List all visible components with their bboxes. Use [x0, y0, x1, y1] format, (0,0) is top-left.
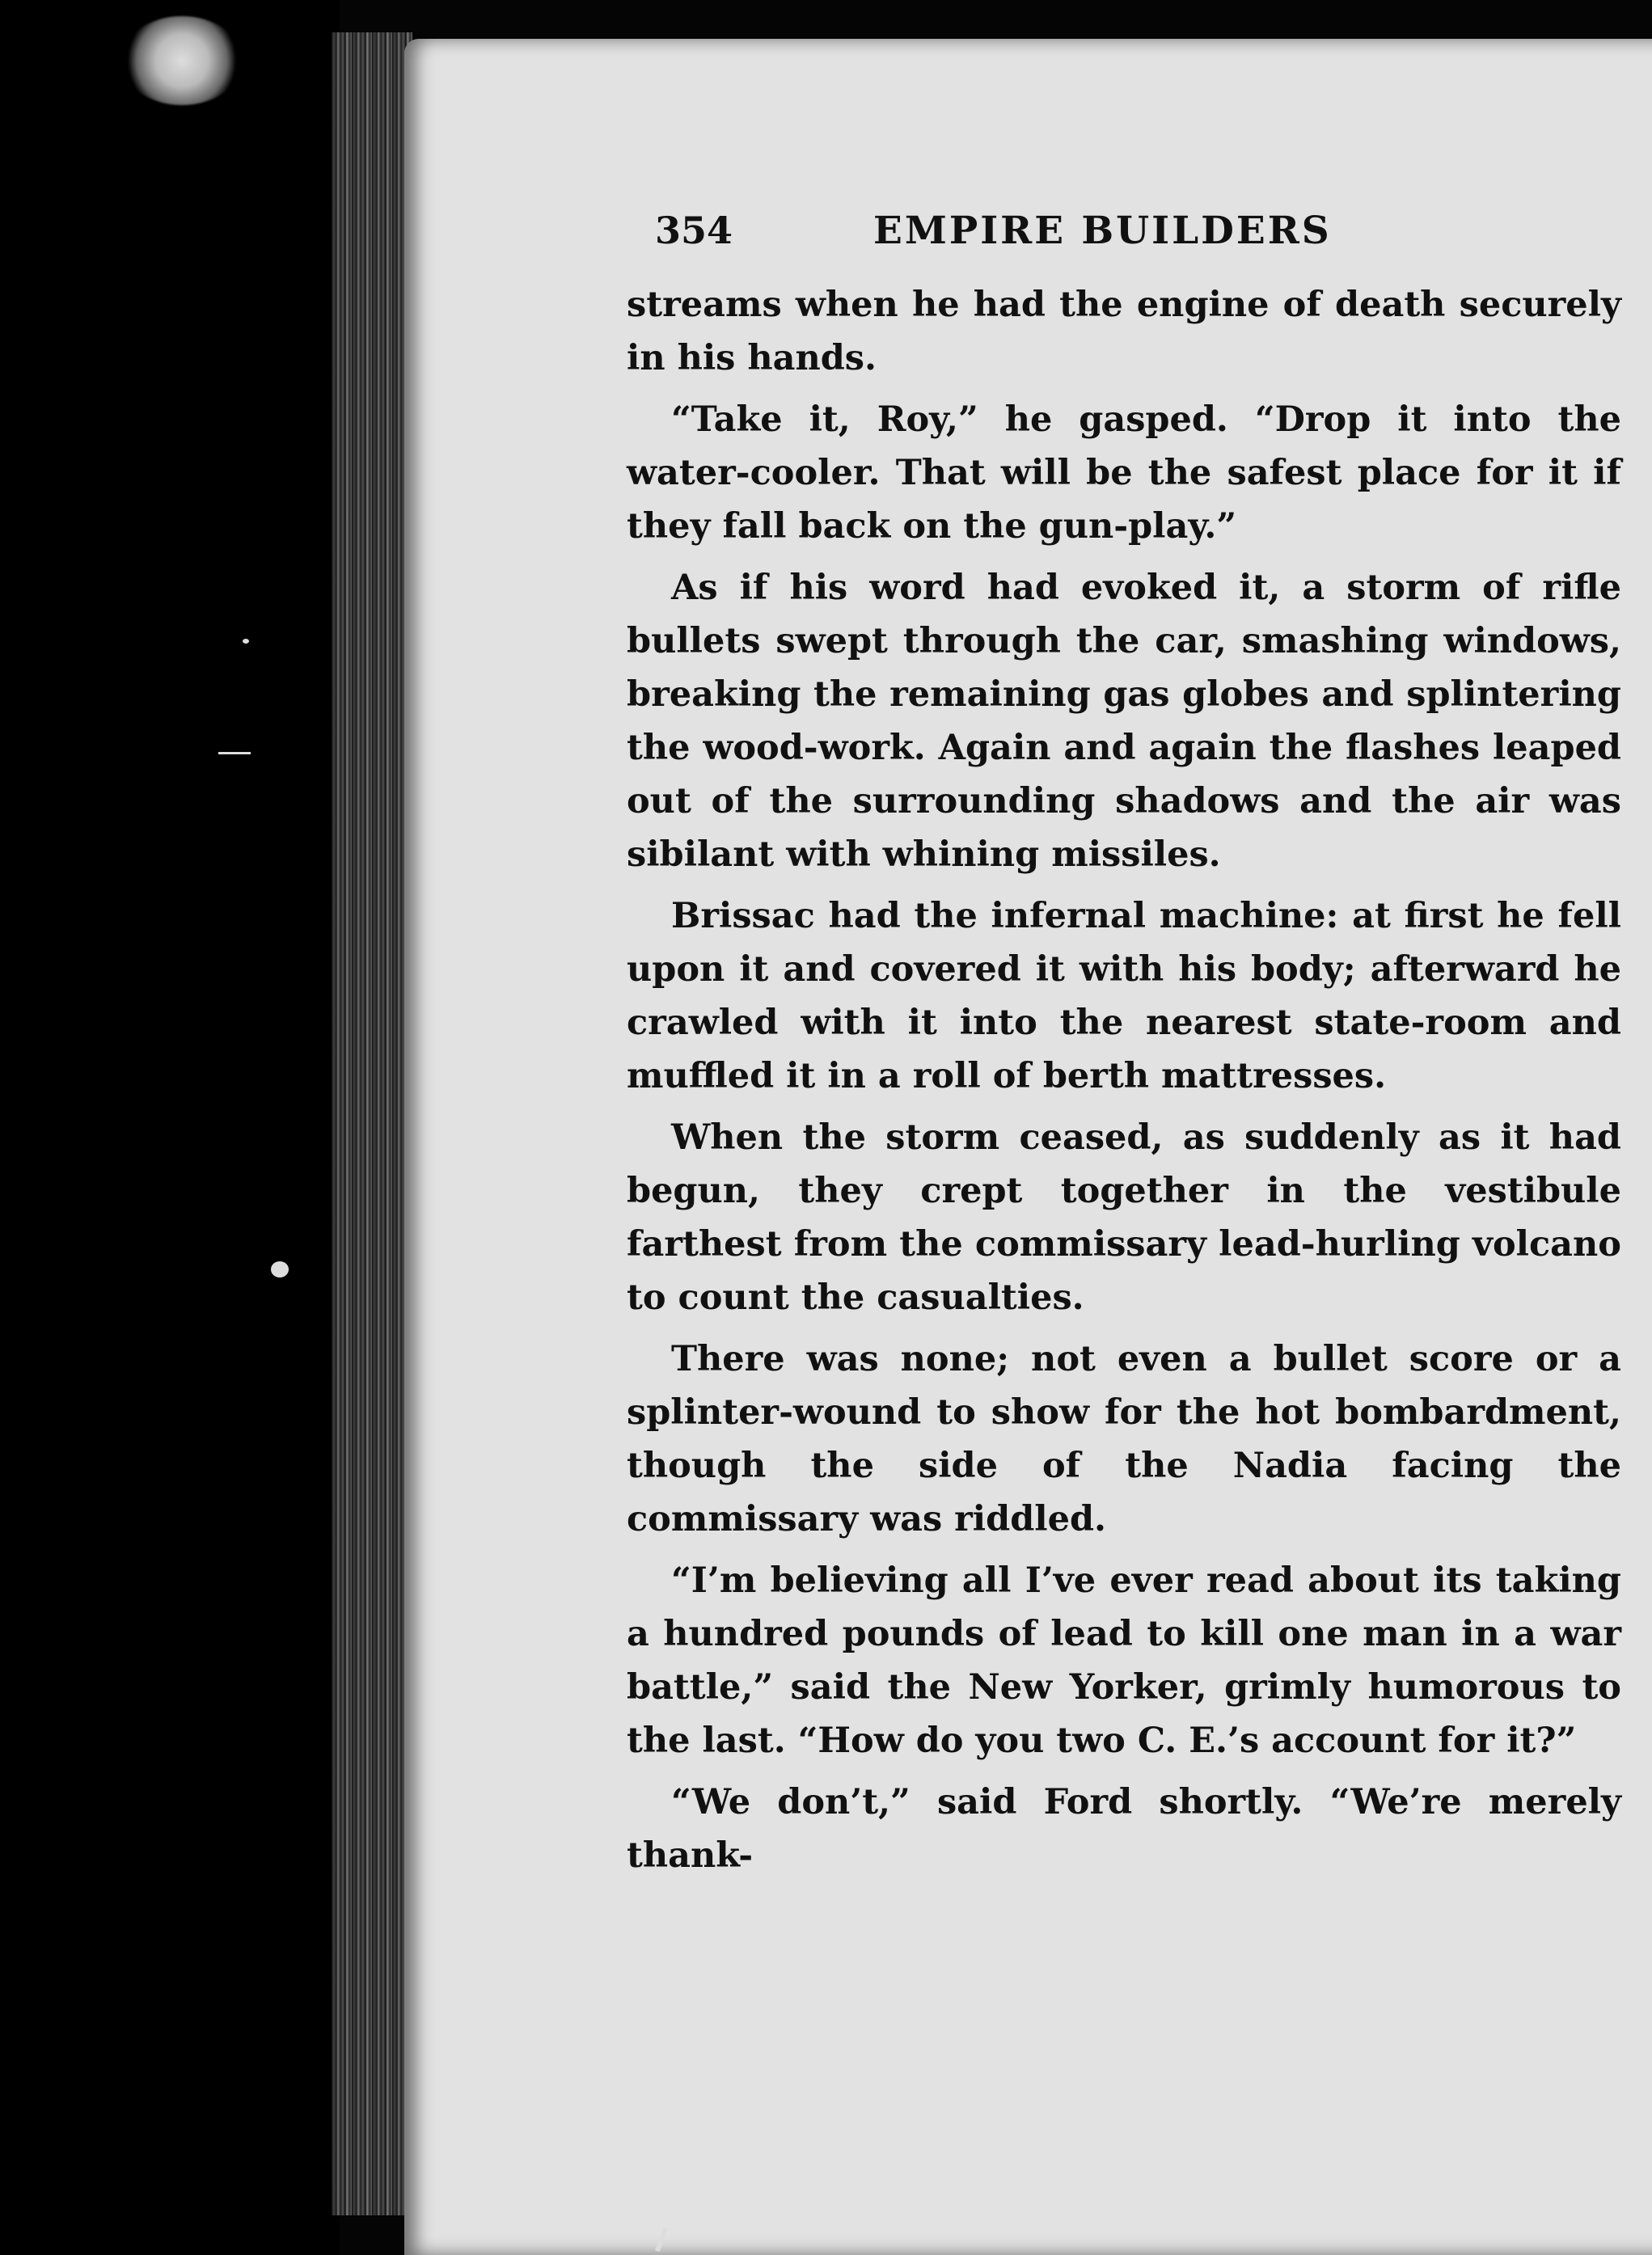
- paragraph: When the storm ceased, as suddenly as it had begun, they crept together in the vestibule farthest from the commissary lead-hurling volcano to count the casualties.: [627, 1117, 1621, 1318]
- book-spine: [332, 32, 412, 2215]
- scan-blot: [121, 16, 243, 105]
- paragraph: As if his word had evoked it, a storm of rifle bullets swept through the car, smashing windows, breaking the remaining gas globes and splintering the wood-work. Again and again the flashes leaped out of the surrounding shadows and the air was sibilant with whining missiles.: [627, 568, 1621, 875]
- page-content: [627, 209, 1621, 1882]
- paragraph: Brissac had the infernal machine: at first he fell upon it and covered it with his body; afterward he crawled with it into the nearest state-room and muffled it in a roll of berth mattresses.: [627, 896, 1621, 1096]
- paragraph: “We don’t,” said Ford shortly. “We’re merely thank-: [627, 1782, 1621, 1876]
- scan-speck: [218, 752, 251, 754]
- page-number: 354: [655, 209, 733, 252]
- paragraph: “I’m believing all I’ve ever read about its taking a hundred pounds of lead to kill one man in a war battle,” said the New Yorker, grimly humorous to the last. “How do you two C. E.’s account for it?”: [627, 1560, 1621, 1761]
- dark-margin: [0, 0, 340, 2255]
- scan-speck: [271, 1261, 289, 1277]
- paragraph: streams when he had the engine of death securely in his hands.: [627, 285, 1621, 378]
- running-title: EMPIRE BUILDERS: [873, 209, 1332, 253]
- paragraph: There was none; not even a bullet score or a splinter-wound to show for the hot bombardment, though the side of the Nadia facing the commissary was riddled.: [627, 1339, 1621, 1539]
- paragraph: “Take it, Roy,” he gasped. “Drop it into the water-cooler. That will be the safest place for it if they fall back on the gun-play.”: [627, 399, 1621, 547]
- page-sheet: [404, 39, 1652, 2255]
- page-header: [627, 209, 1621, 273]
- scan-speck: [243, 639, 249, 644]
